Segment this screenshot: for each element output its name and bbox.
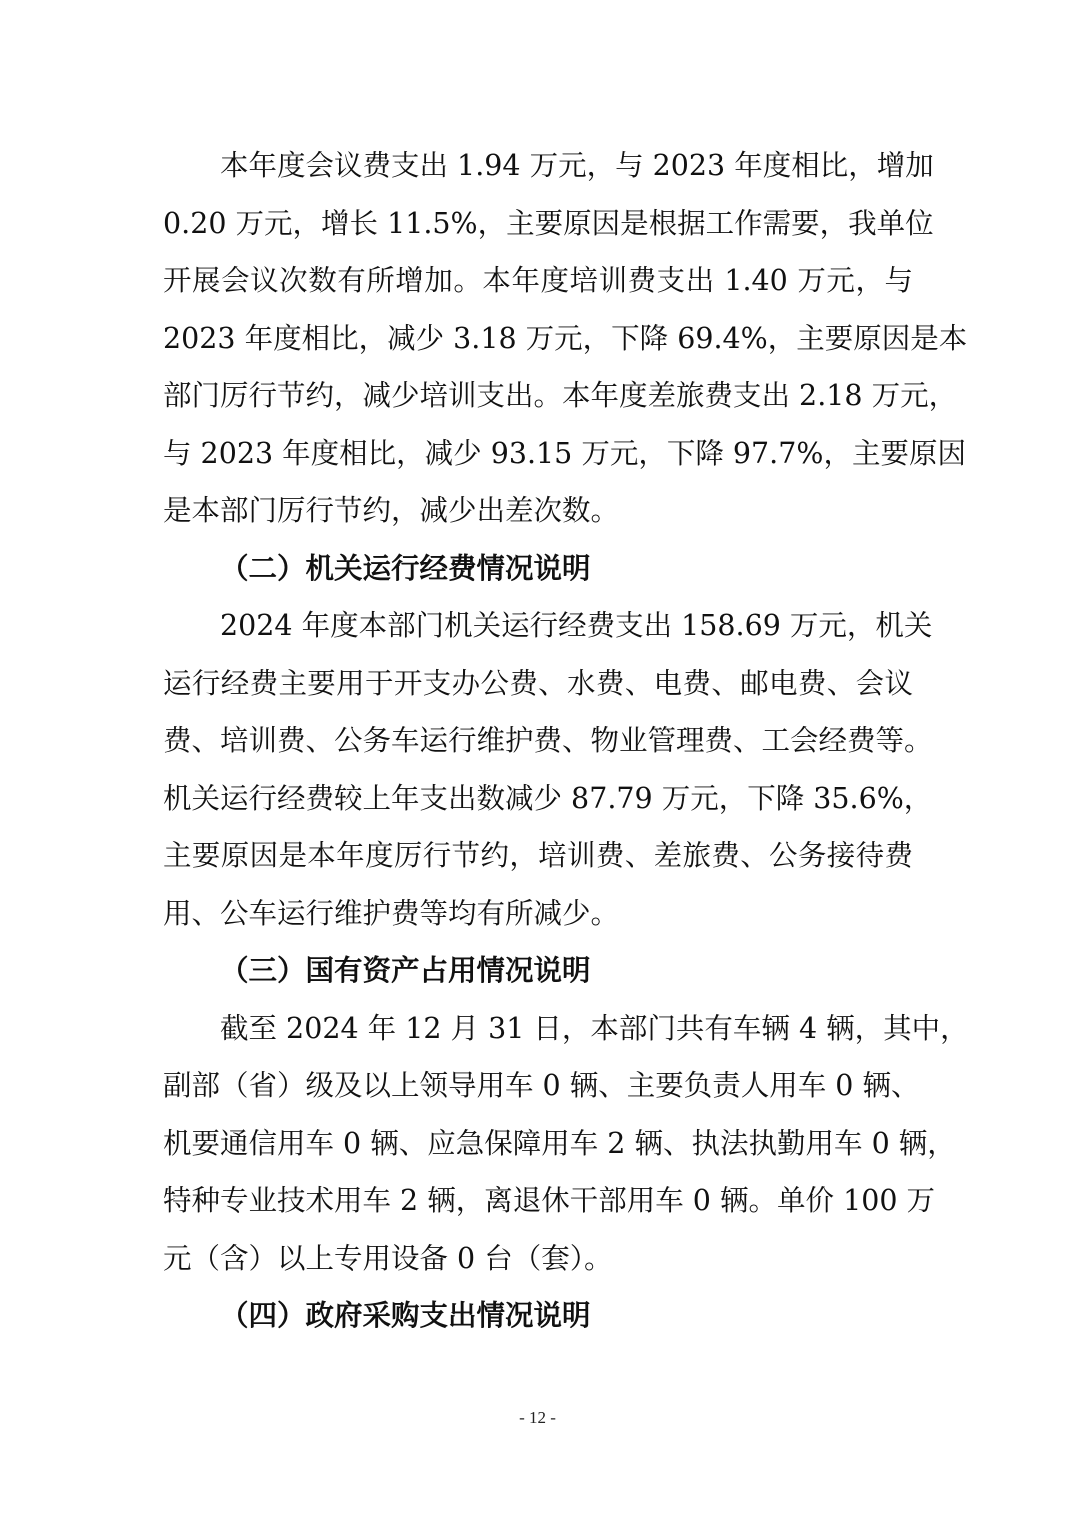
text-line: 运行经费主要用于开支办公费、水费、电费、邮电费、会议 [163,666,913,700]
text-line: 截至 2024 年 12 月 31 日，本部门共有车辆 4 辆，其中， [220,1011,969,1045]
paragraph-state-assets [163,1000,969,1288]
paragraph-operating-costs [163,597,933,942]
text-line: 本年度会议费支出 1.94 万元，与 2023 年度相比，增加 [220,149,934,182]
text-line: 机要通信用车 0 辆、应急保障用车 2 辆、执法执勤用车 0 辆， [163,1126,956,1160]
text-line: 主要原因是本年度厉行节约，培训费、差旅费、公务接待费 [163,839,913,872]
text-line: 与 2023 年度相比，减少 93.15 万元，下降 97.7%，主要原因 [163,436,966,470]
text-line: 元（含）以上专用设备 0 台（套）。 [163,1241,613,1275]
paragraph-meeting-training-travel [163,137,968,540]
section-heading-procurement: （四）政府采购支出情况说明 [220,1299,591,1332]
text-line: 2024 年度本部门机关运行经费支出 158.69 万元，机关 [220,609,933,642]
text-line: 2023 年度相比，减少 3.18 万元，下降 69.4%，主要原因是本 [163,321,968,355]
text-line: 是本部门厉行节约，减少出差次数。 [163,494,620,527]
text-line: 用、公车运行维护费等均有所减少。 [163,896,620,930]
text-line: 机关运行经费较上年支出数减少 87.79 万元，下降 35.6%， [163,781,933,815]
text-line: 费、培训费、公务车运行维护费、物业管理费、工会经费等。 [163,724,933,757]
text-line: 0.20 万元，增长 11.5%，主要原因是根据工作需要，我单位 [163,206,934,240]
text-line: 开展会议次数有所增加。本年度培训费支出 1.40 万元，与 [163,264,913,297]
section-heading-operating-costs: （二）机关运行经费情况说明 [220,551,591,585]
text-line: 特种专业技术用车 2 辆，离退休干部用车 0 辆。单价 100 万 [163,1184,936,1217]
page-number: - 12 - [519,1408,556,1427]
text-line: 副部（省）级及以上领导用车 0 辆、主要负责人用车 0 辆、 [163,1069,920,1102]
document-body [163,137,969,1345]
text-line: 部门厉行节约，减少培训支出。本年度差旅费支出 2.18 万元， [163,379,958,412]
section-heading-state-assets: （三）国有资产占用情况说明 [220,954,591,987]
